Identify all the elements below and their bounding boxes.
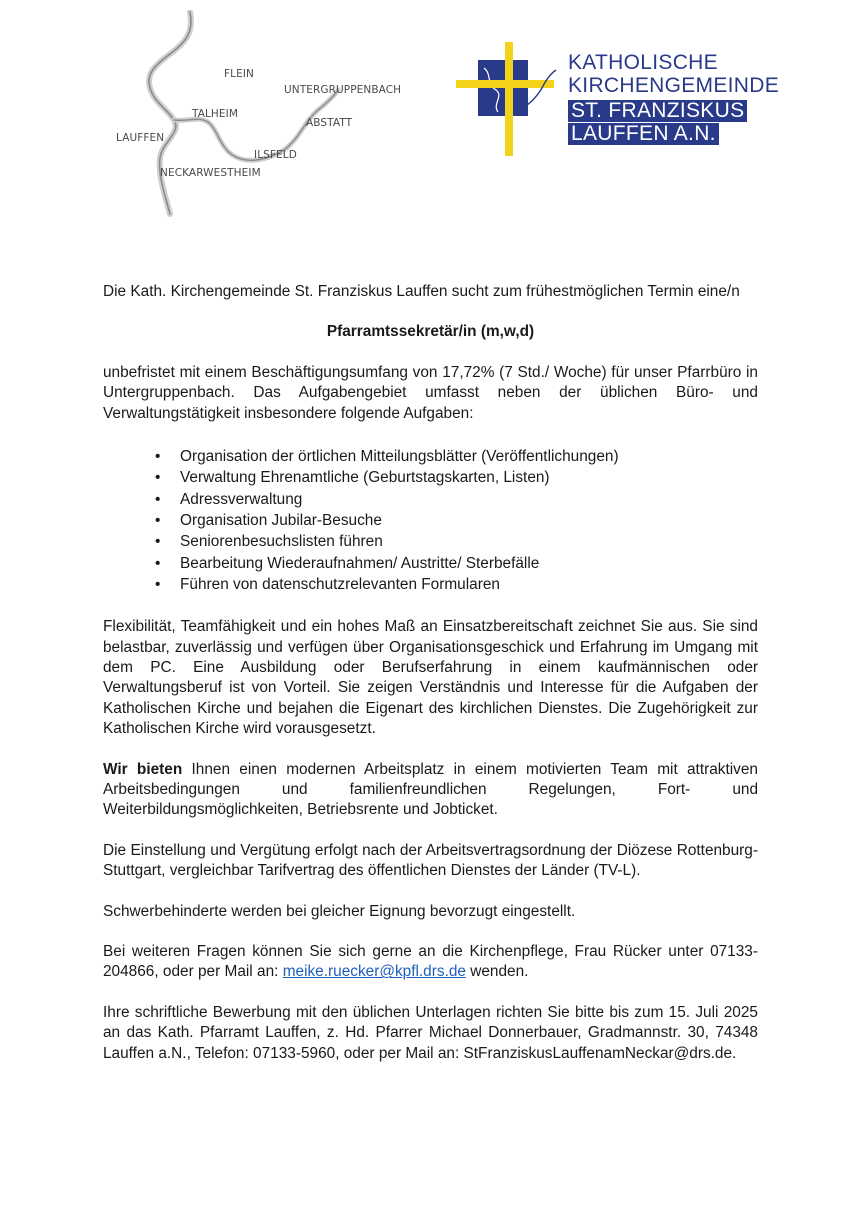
task-item	[103, 574, 758, 595]
task-text: Adressverwaltung	[180, 490, 303, 508]
map-label-talheim: TALHEIM	[192, 108, 239, 120]
bullet-icon: •	[155, 469, 161, 487]
disability-paragraph: Schwerbehinderte werden bei gleicher Eignung bevorzugt eingestellt.	[103, 902, 576, 920]
task-item	[103, 489, 758, 510]
bullet-icon: •	[155, 490, 161, 508]
job-title: Pfarramtssekretär/in (m,w,d)	[326, 323, 535, 341]
application-paragraph: Ihre schriftliche Bewerbung mit den üblichen Unterlagen richten Sie bitte bis zum 15. Juli 2025 an das Kath. Pfarramt Lauffen, z. Hd. Pfarrer Michael Donnerbauer, Gradmannstr. 30, 74348 Lauffen a.N., Telefon: 07133-5960, oder per Mail an: StFranziskusLauffenamNeckar@drs.de.	[103, 1003, 758, 1062]
salary-paragraph: Die Einstellung und Vergütung erfolgt nach der Arbeitsvertragsordnung der Diözese Rottenburg-Stuttgart, vergleichbar Tarifvertrag des öffentlichen Dienstes der Länder (TV-L).	[103, 841, 758, 880]
job-advertisement	[103, 282, 758, 1064]
church-name-line-4: LAUFFEN A.N.	[568, 123, 719, 145]
map-label-untergruppenbach: UNTERGRUPPENBACH	[284, 84, 402, 96]
questions-paragraph	[103, 942, 758, 983]
region-map-logo	[108, 10, 408, 220]
requirements-paragraph: Flexibilität, Teamfähigkeit und ein hohes Maß an Einsatzbereitschaft zeichnet Sie aus. Sie sind belastbar, zuverlässig und verfügen über Organisationsgeschick und Erfahrung im Umgang mit dem PC. Eine Ausbildung oder Berufserfahrung in einem kaufmännischen oder Verwaltungsberuf ist von Vorteil. Sie zeigen Verständnis und Interesse für die Aufgaben der Katholischen Kirche und bejahen die Eigenart des kirchlichen Dienstes. Die Zugehörigkeit zur Katholischen Kirche wird vorausgesetzt.	[103, 618, 758, 738]
offer-paragraph	[103, 760, 758, 821]
map-label-abstatt: ABSTATT	[306, 117, 353, 129]
task-item	[103, 531, 758, 552]
task-item	[103, 467, 758, 488]
task-text: Organisation Jubilar-Besuche	[180, 511, 382, 529]
church-name-line-3: ST. FRANZISKUS	[568, 100, 747, 122]
cross-emblem-icon	[456, 40, 566, 162]
neckar-river-map	[108, 10, 408, 220]
contact-email-link[interactable]: meike.ruecker@kpfl.drs.de	[282, 963, 466, 981]
bullet-icon: •	[155, 511, 161, 529]
task-text: Verwaltung Ehrenamtliche (Geburtstagskarten, Listen)	[180, 469, 550, 487]
questions-text: Bei weiteren Fragen können Sie sich gerne an die Kirchenpflege, Frau Rücker unter 07133-204866, oder per Mail an:	[103, 942, 758, 981]
task-item	[103, 553, 758, 574]
bullet-icon: •	[155, 554, 161, 572]
church-logo	[456, 40, 786, 162]
map-label-flein: FLEIN	[224, 68, 254, 80]
task-text: Organisation der örtlichen Mitteilungsblätter (Veröffentlichungen)	[180, 448, 619, 466]
intro-paragraph: Die Kath. Kirchengemeinde St. Franziskus Lauffen sucht zum frühestmöglichen Termin eine/n	[103, 283, 740, 300]
map-label-lauffen: LAUFFEN	[116, 132, 165, 144]
bullet-icon: •	[155, 533, 161, 551]
task-list	[103, 446, 758, 595]
offer-text: Ihnen einen modernen Arbeitsplatz in einem motivierten Team mit attraktiven Arbeitsbedingungen und familienfreundlichen Regelungen, Fort- und Weiterbildungsmöglichkeiten, Betriebsrente und Jobticket.	[103, 760, 758, 819]
map-label-ilsfeld: ILSFELD	[254, 149, 297, 161]
task-item	[103, 510, 758, 531]
church-name-line-1: KATHOLISCHE	[568, 51, 718, 74]
offer-heading: Wir bieten	[103, 760, 183, 778]
task-text: Führen von datenschutzrelevanten Formularen	[180, 575, 500, 593]
questions-text-end: wenden.	[465, 963, 529, 981]
task-text: Seniorenbesuchslisten führen	[180, 533, 383, 551]
bullet-icon: •	[155, 448, 161, 466]
task-item	[103, 446, 758, 467]
task-text: Bearbeitung Wiederaufnahmen/ Austritte/ Sterbefälle	[180, 554, 540, 572]
church-name-line-2: KIRCHENGEMEINDE	[568, 74, 780, 97]
bullet-icon: •	[155, 575, 161, 593]
map-label-neckarwestheim: NECKARWESTHEIM	[160, 167, 261, 179]
scope-paragraph: unbefristet mit einem Beschäftigungsumfang von 17,72% (7 Std./ Woche) für unser Pfarrbüro in Untergruppenbach. Das Aufgabengebiet umfasst neben der üblichen Büro- und Verwaltungstätigkeit insbesondere folgende Aufgaben:	[103, 363, 758, 422]
